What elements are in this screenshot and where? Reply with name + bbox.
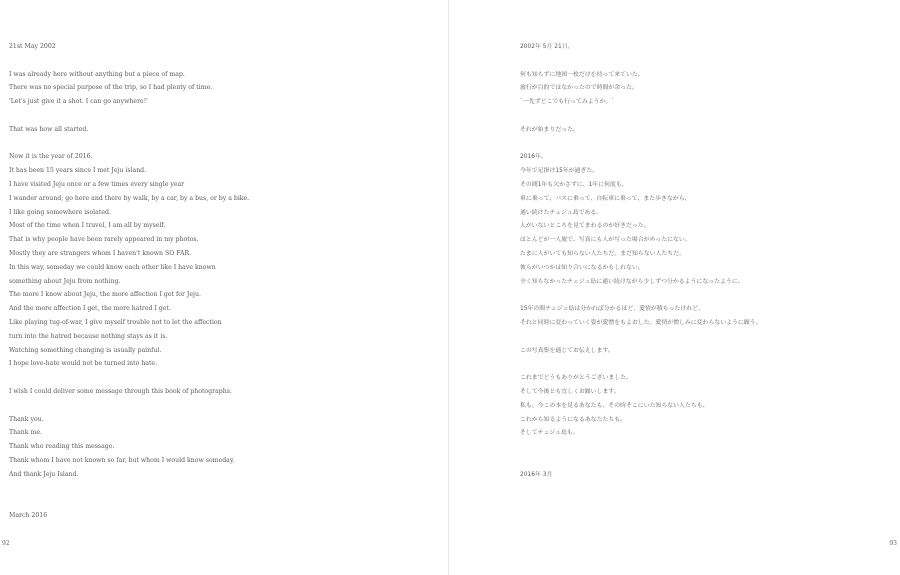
english-text-line: Watching something changing is usually painful. — [9, 346, 162, 354]
english-text-line: Thank who reading this message. — [9, 443, 115, 451]
blank-line — [9, 141, 439, 155]
japanese-text-line: 車に乗って、バスに乗って、自転車に乗って、また歩きながら、 — [520, 195, 691, 202]
japanese-text-line: これまでどうもありがとうございました。 — [520, 375, 632, 382]
english-text-line: And the more affection I get, the more hatred I get. — [9, 305, 171, 313]
japanese-text-block — [520, 44, 890, 486]
japanese-text-line: 人がいないところを見てまわるのが好きだった。 — [520, 223, 650, 230]
blank-line — [9, 375, 439, 389]
english-text-line: There was no special purpose of the trip, so I had plenty of time. — [9, 84, 213, 92]
japanese-text-line: たまに人がいても知らない人たちだ。まだ知らない人たちだ。 — [520, 250, 685, 257]
english-text-line: something about Jeju from nothing. — [9, 277, 121, 285]
japanese-text-line: 2002年 5月 21日。 — [520, 44, 574, 50]
japanese-text-line: 2016年 3月 — [520, 471, 553, 478]
english-text-line: Thank me. — [9, 429, 42, 437]
japanese-text-line: そしてチェジュ島も。 — [520, 430, 579, 437]
english-text-line: And thank Jeju Island. — [9, 470, 79, 478]
japanese-text-line: 私も、今この本を見るあなたも、その時そこにいた知らない人たちも、 — [520, 402, 709, 409]
japanese-text-line: 15年の間チェジュ島は分かれば分かるほど、愛情が積もったけれど、 — [520, 306, 704, 313]
english-text-line: That is why people have been rarely appeared in my photos. — [9, 236, 199, 244]
japanese-text-line: その間1年も欠かさずに、1年に何度も、 — [520, 181, 628, 188]
english-text-line: 'Let's just give it a shot. I can go anywhere!' — [9, 98, 148, 106]
blank-line — [520, 58, 890, 72]
blank-line — [520, 113, 890, 127]
japanese-text-line: そして今後とも宜しくお願いします。 — [520, 388, 620, 395]
japanese-text-line: 今年で足掛け15年が過ぎた。 — [520, 168, 599, 175]
english-text-line: I hope love-hate would not be turned into hate. — [9, 360, 158, 368]
english-text-line: I like going somewhere isolated. — [9, 208, 111, 216]
blank-line — [520, 444, 890, 458]
japanese-text-line: 全く知らなかったチェジュ島に通い続けながら少しずつ分かるようになったように。 — [520, 278, 744, 285]
english-text-line: That was how all started. — [9, 125, 89, 133]
english-text-line: turn into the hatred because nothing stays as it is. — [9, 332, 168, 340]
english-text-line: I wander around; go here and there by walk, by a car, by a bus, or by a bike. — [9, 194, 250, 202]
blank-line — [520, 141, 890, 155]
english-text-line: Most of the time when I travel, I am all by myself. — [9, 222, 166, 230]
blank-line — [520, 292, 890, 306]
english-text-line: Thank you. — [9, 415, 44, 423]
english-text-line: It has been 15 years since I met Jeju island. — [9, 167, 147, 175]
english-text-line: March 2016 — [9, 512, 48, 520]
english-text-block — [9, 44, 439, 527]
japanese-text-line: それと同時に変わっていく姿が愛憎をもよおした。愛情が憎しみに変わらないように願う。 — [520, 319, 762, 326]
japanese-text-line: これから知るようになるあなたたちも。 — [520, 416, 627, 423]
left-page-english — [0, 0, 448, 575]
japanese-text-line: 旅行が目的ではなかったので時間が余った。 — [520, 85, 638, 92]
blank-line — [9, 58, 439, 72]
japanese-text-line: ほとんどが一人旅で、写真にも人が写った場合がめったにない。 — [520, 237, 691, 244]
japanese-text-line: この写真集を通じてお伝えします。 — [520, 347, 614, 354]
blank-line — [520, 334, 890, 348]
english-text-line: I wish I could deliver some message through this book of photographs. — [9, 387, 232, 395]
japanese-text-line: それが始まりだった。 — [520, 126, 579, 133]
english-text-line: Mostly they are strangers whom I haven't known SO FAR. — [9, 249, 192, 257]
blank-line — [520, 458, 890, 472]
japanese-text-line: `一先ずどこでも行ってみようか。` — [520, 99, 615, 106]
page-number-right: 93 — [889, 540, 897, 547]
japanese-text-line: 2016年。 — [520, 154, 547, 161]
english-text-line: Thank whom I have not known so far, but whom I would know someday. — [9, 456, 235, 464]
blank-line — [9, 486, 439, 500]
page-number-left: 92 — [2, 540, 10, 547]
english-text-line: Now it is the year of 2016. — [9, 153, 93, 161]
blank-line — [9, 113, 439, 127]
japanese-text-line: 彼らがいつかは知り合いになるかもしれない。 — [520, 264, 644, 271]
blank-line — [520, 361, 890, 375]
english-text-line: 21st May 2002 — [9, 43, 56, 50]
english-text-line: The more I know about Jeju, the more affection I get for Jeju. — [9, 291, 201, 299]
english-text-line: In this way, someday we could know each other like I have known — [9, 263, 216, 271]
japanese-text-line: 通い続けたチェジュ島である。 — [520, 209, 603, 216]
blank-line — [9, 499, 439, 513]
english-text-line: I have visited Jeju once or a few times every single year — [9, 180, 185, 188]
english-text-line: I was already here without anything but a piece of map. — [9, 70, 185, 78]
right-page-japanese — [449, 0, 900, 575]
japanese-text-line: 何も知らずに地図一枚だけを持って来ていた。 — [520, 71, 644, 78]
blank-line — [9, 403, 439, 417]
english-text-line: Like playing tug-of-war, I give myself trouble not to let the affection — [9, 318, 222, 326]
